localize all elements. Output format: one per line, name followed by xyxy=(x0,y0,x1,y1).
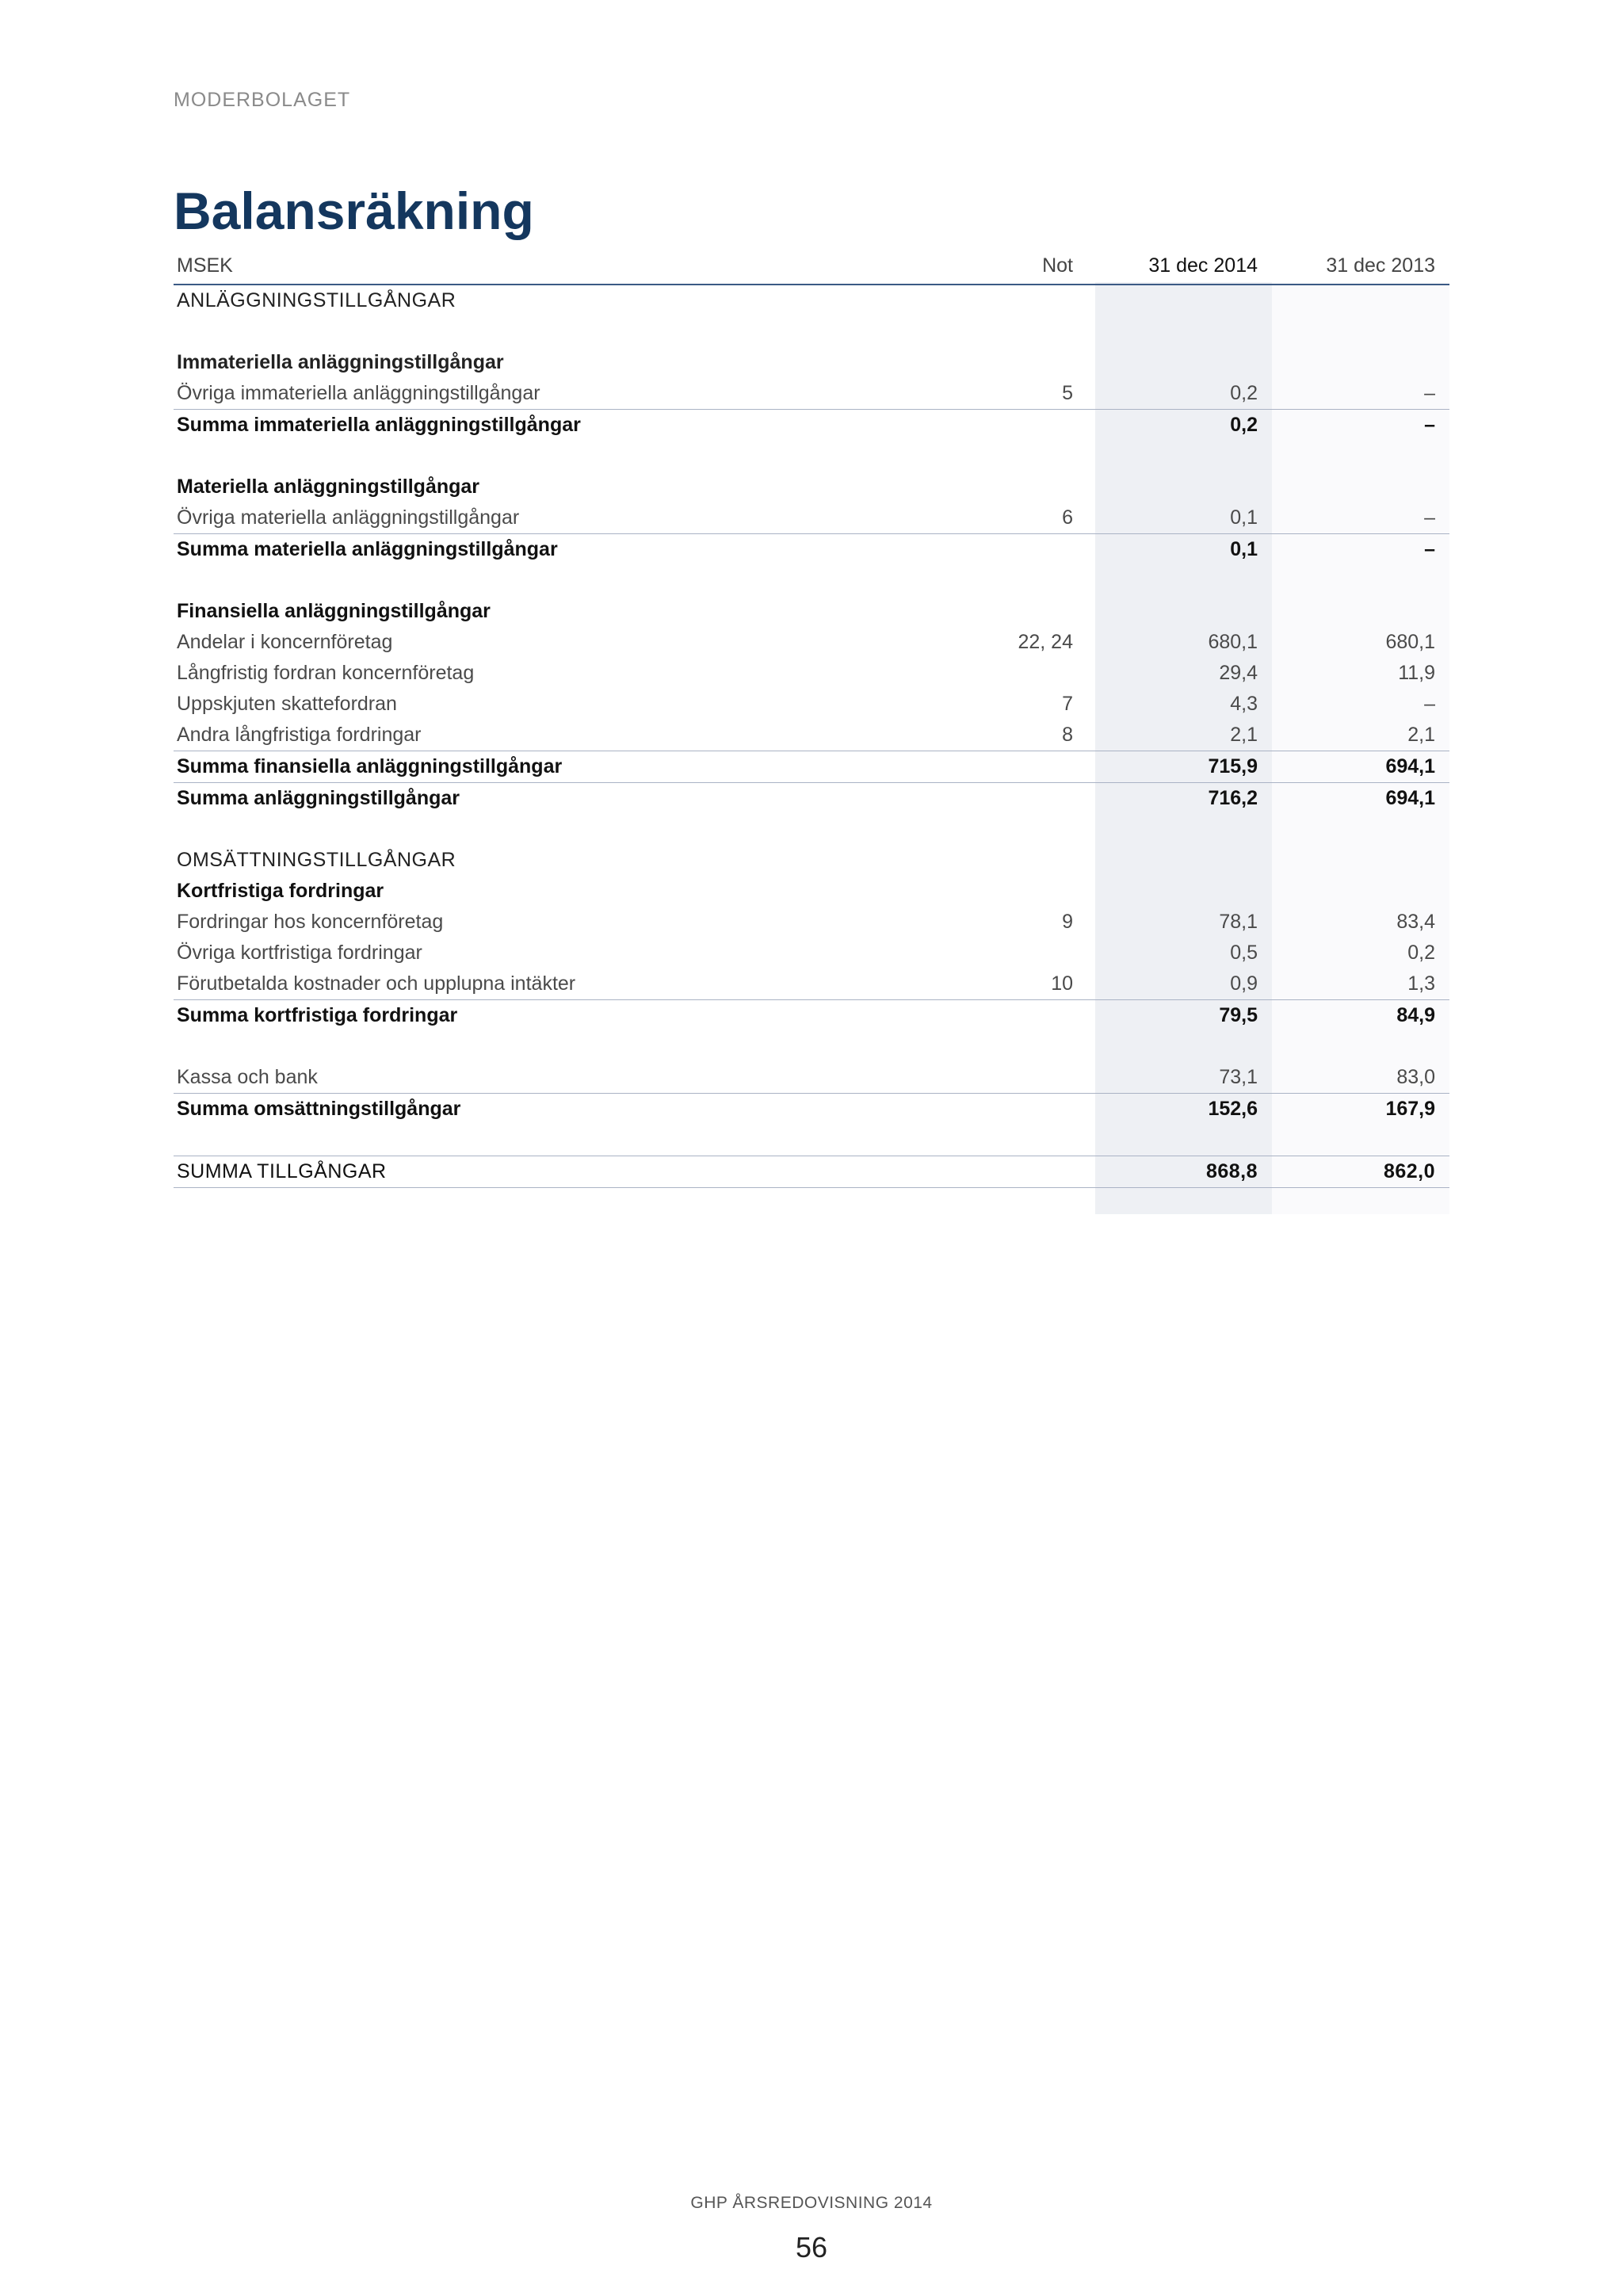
row-label: Summa immateriella anläggningstillgångar xyxy=(177,414,581,436)
row-2014: 29,4 xyxy=(1219,662,1258,684)
row-2013: 167,9 xyxy=(1385,1098,1435,1120)
table-row xyxy=(174,845,1449,876)
table-row xyxy=(174,534,1449,565)
row-2013: 84,9 xyxy=(1396,1004,1435,1026)
table-row xyxy=(174,658,1449,689)
balance-sheet-table xyxy=(174,247,1449,1188)
row-label: Summa materiella anläggningstillgångar xyxy=(177,538,558,560)
row-label: ANLÄGGNINGSTILLGÅNGAR xyxy=(177,289,456,311)
table-row xyxy=(174,410,1449,441)
row-label: Uppskjuten skattefordran xyxy=(177,693,397,715)
row-2013: – xyxy=(1424,506,1435,529)
row-label: Förutbetalda kostnader och upplupna intäkter xyxy=(177,972,576,995)
row-2013: 2,1 xyxy=(1407,724,1435,746)
header-note: Not xyxy=(1042,254,1073,277)
row-label: Fordringar hos koncernföretag xyxy=(177,911,444,933)
row-2014: 2,1 xyxy=(1230,724,1258,746)
table-row xyxy=(174,876,1449,907)
row-spacer xyxy=(174,1031,1449,1062)
row-2013: 11,9 xyxy=(1398,662,1435,684)
row-label: Andra långfristiga fordringar xyxy=(177,724,422,746)
row-2014: 79,5 xyxy=(1219,1004,1258,1026)
table-row xyxy=(174,347,1449,378)
table-header xyxy=(174,247,1449,285)
row-label: Immateriella anläggningstillgångar xyxy=(177,351,504,373)
table-row xyxy=(174,907,1449,938)
table-row xyxy=(174,783,1449,814)
row-2014: 680,1 xyxy=(1208,631,1258,653)
total-row xyxy=(174,1156,1449,1188)
table-row xyxy=(174,689,1449,720)
row-label: Övriga kortfristiga fordringar xyxy=(177,942,422,964)
row-label: OMSÄTTNINGSTILLGÅNGAR xyxy=(177,849,456,871)
table-row xyxy=(174,720,1449,751)
row-note: 8 xyxy=(1062,724,1073,746)
row-2013: – xyxy=(1424,693,1435,715)
row-2014: 0,2 xyxy=(1230,382,1258,404)
table-row xyxy=(174,596,1449,627)
row-2014: 78,1 xyxy=(1219,911,1258,933)
row-label: Kassa och bank xyxy=(177,1066,318,1088)
table-row xyxy=(174,1000,1449,1031)
row-2013: – xyxy=(1424,414,1435,436)
row-spacer xyxy=(174,316,1449,347)
row-note: 7 xyxy=(1062,693,1073,715)
row-2014: 0,1 xyxy=(1230,538,1258,560)
row-2014: 0,5 xyxy=(1230,942,1258,964)
row-label: Summa omsättningstillgångar xyxy=(177,1098,461,1120)
row-spacer xyxy=(174,565,1449,596)
row-label: SUMMA TILLGÅNGAR xyxy=(177,1160,387,1182)
table-row xyxy=(174,502,1449,534)
table-row xyxy=(174,751,1449,783)
table-row xyxy=(174,285,1449,316)
header-2014: 31 dec 2014 xyxy=(1148,254,1258,277)
table-row xyxy=(174,938,1449,968)
row-spacer xyxy=(174,814,1449,845)
row-note: 5 xyxy=(1062,382,1073,404)
row-2014: 715,9 xyxy=(1208,755,1258,777)
table-row xyxy=(174,472,1449,502)
row-label: Övriga immateriella anläggningstillgångar xyxy=(177,382,540,404)
header-msek: MSEK xyxy=(177,254,233,277)
row-2014: 868,8 xyxy=(1205,1160,1258,1182)
row-label: Kortfristiga fordringar xyxy=(177,880,384,902)
row-note: 6 xyxy=(1062,506,1073,529)
table-row xyxy=(174,627,1449,658)
row-2013: 83,0 xyxy=(1396,1066,1435,1088)
page-title: Balansräkning xyxy=(174,181,534,240)
row-2013: 83,4 xyxy=(1396,911,1435,933)
row-spacer xyxy=(174,1125,1449,1156)
row-label: Materiella anläggningstillgångar xyxy=(177,476,480,498)
row-label: Andelar i koncernföretag xyxy=(177,631,393,653)
row-label: Övriga materiella anläggningstillgångar xyxy=(177,506,520,529)
table-row xyxy=(174,378,1449,410)
row-2013: 862,0 xyxy=(1383,1160,1435,1182)
row-label: Summa kortfristiga fordringar xyxy=(177,1004,458,1026)
row-2013: 694,1 xyxy=(1385,755,1435,777)
row-label: Långfristig fordran koncernföretag xyxy=(177,662,475,684)
row-2013: 694,1 xyxy=(1385,787,1435,809)
row-note: 9 xyxy=(1062,911,1073,933)
footer-text: GHP ÅRSREDOVISNING 2014 xyxy=(690,2194,933,2212)
row-2014: 73,1 xyxy=(1219,1066,1258,1088)
section-label: MODERBOLAGET xyxy=(174,89,351,111)
row-2013: 0,2 xyxy=(1407,942,1435,964)
row-2014: 716,2 xyxy=(1208,787,1258,809)
row-2014: 0,9 xyxy=(1230,972,1258,995)
table-row xyxy=(174,1094,1449,1125)
table-row xyxy=(174,968,1449,1000)
row-note: 10 xyxy=(1051,972,1073,995)
page-number: 56 xyxy=(795,2231,828,2264)
row-2013: – xyxy=(1424,538,1435,560)
row-spacer xyxy=(174,441,1449,472)
row-2013: 680,1 xyxy=(1385,631,1435,653)
row-2014: 4,3 xyxy=(1230,693,1258,715)
row-label: Summa finansiella anläggningstillgångar xyxy=(177,755,563,777)
row-2013: – xyxy=(1424,382,1435,404)
table-row xyxy=(174,1062,1449,1094)
header-2013: 31 dec 2013 xyxy=(1326,254,1435,277)
row-2014: 0,2 xyxy=(1230,414,1258,436)
row-2013: 1,3 xyxy=(1407,972,1435,995)
row-note: 22, 24 xyxy=(1018,631,1073,653)
row-2014: 0,1 xyxy=(1230,506,1258,529)
row-label: Finansiella anläggningstillgångar xyxy=(177,600,491,622)
row-2014: 152,6 xyxy=(1208,1098,1258,1120)
row-label: Summa anläggningstillgångar xyxy=(177,787,460,809)
